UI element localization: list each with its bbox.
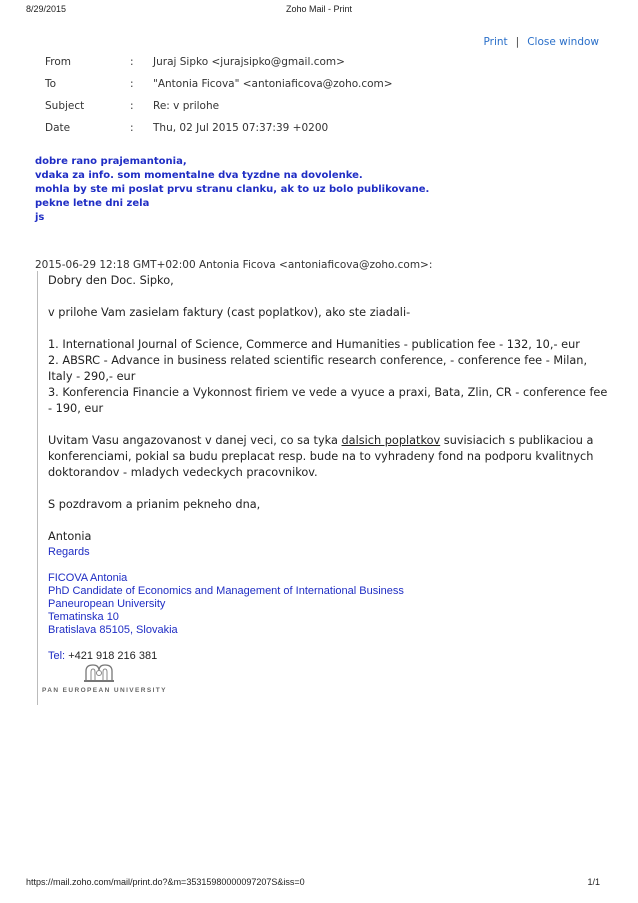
quoted-greeting: Dobry den Doc. Sipko, <box>48 274 174 287</box>
reply-line: js <box>35 212 45 223</box>
date-colon: : <box>130 122 134 134</box>
close-window-link[interactable]: Close window <box>527 36 599 48</box>
page-number: 1/1 <box>587 877 600 887</box>
quoted-paragraph <box>48 433 608 481</box>
signature-street: Tematinska 10 <box>48 611 119 623</box>
university-logo <box>42 662 192 698</box>
from-value: Juraj Sipko <jurajsipko@gmail.com> <box>153 56 345 68</box>
quoted-item-2: 2. ABSRC - Advance in business related scientific research conference, - conference fee - Milan, Italy - 290,- eur <box>48 354 588 383</box>
phone-value: +421 918 216 381 <box>68 650 158 662</box>
print-link[interactable]: Print <box>483 36 508 48</box>
quoted-item-3: 3. Konferencia Financie a Vykonnost firiem ve vede a vyuce a praxi, Bata, Zlin, CR - conference fee - 190, eur <box>48 386 608 415</box>
print-actions <box>484 36 599 48</box>
signature-university: Paneuropean University <box>48 598 166 610</box>
quoted-paragraph-start: Uvitam Vasu angazovanost v danej veci, co sa tyka <box>48 434 342 447</box>
reply-line: dobre rano prajemantonia, <box>35 156 187 167</box>
date-label: Date <box>45 122 71 134</box>
to-colon: : <box>130 78 134 90</box>
signature-role: PhD Candidate of Economics and Management of International Business <box>48 585 404 597</box>
subject-colon: : <box>130 100 134 112</box>
subject-value: Re: v prilohe <box>153 100 220 112</box>
from-colon: : <box>130 56 134 68</box>
university-logo-text: PAN EUROPEAN UNIVERSITY <box>42 687 167 694</box>
print-title: Zoho Mail - Print <box>285 4 353 14</box>
quoted-body <box>48 273 608 545</box>
reply-line: mohla by ste mi poslat prvu stranu clanku, ak to uz bolo publikovane. <box>35 184 430 195</box>
quoted-paragraph-end: suvisiacich s publikaciou a konferenciami, pokial sa budu preplacat resp. bude na to vyhradeny fond na podporu kvalitnych doktorandov - mladych vedeckych pracovnikov. <box>48 434 594 479</box>
print-page-footer <box>0 877 638 891</box>
university-emblem-icon <box>82 662 116 684</box>
signature-name: FICOVA Antonia <box>48 572 128 584</box>
quoted-name: Antonia <box>48 530 92 543</box>
print-date: 8/29/2015 <box>26 4 67 14</box>
signature-city: Bratislava 85105, Slovakia <box>48 624 178 636</box>
print-url: https://mail.zoho.com/mail/print.do?&m=35315980000097207S&iss=0 <box>26 877 305 887</box>
fees-link[interactable]: dalsich poplatkov <box>341 434 441 447</box>
reply-line: vdaka za info. som momentalne dva tyzdne na dovolenke. <box>35 170 363 181</box>
action-separator: | <box>515 36 520 48</box>
from-label: From <box>45 56 72 68</box>
quoted-item-1: 1. International Journal of Science, Commerce and Humanities - publication fee - 132, 10,- eur <box>48 338 580 351</box>
print-page-header <box>0 4 638 18</box>
to-value: "Antonia Ficova" <antoniaficova@zoho.com> <box>153 78 393 90</box>
subject-label: Subject <box>45 100 85 112</box>
quote-attribution: 2015-06-29 12:18 GMT+02:00 Antonia Ficova <antoniaficova@zoho.com>: <box>35 259 433 271</box>
phone-label: Tel: <box>48 650 66 662</box>
signature <box>48 546 404 663</box>
quoted-closing: S pozdravom a prianim pekneho dna, <box>48 498 261 511</box>
quoted-message <box>37 271 608 705</box>
quoted-intro: v prilohe Vam zasielam faktury (cast poplatkov), ako ste ziadali- <box>48 306 411 319</box>
to-label: To <box>45 78 57 90</box>
signature-regards: Regards <box>48 546 90 558</box>
reply-line: pekne letne dni zela <box>35 198 150 209</box>
date-value: Thu, 02 Jul 2015 07:37:39 +0200 <box>153 122 329 134</box>
reply-body <box>35 155 429 225</box>
